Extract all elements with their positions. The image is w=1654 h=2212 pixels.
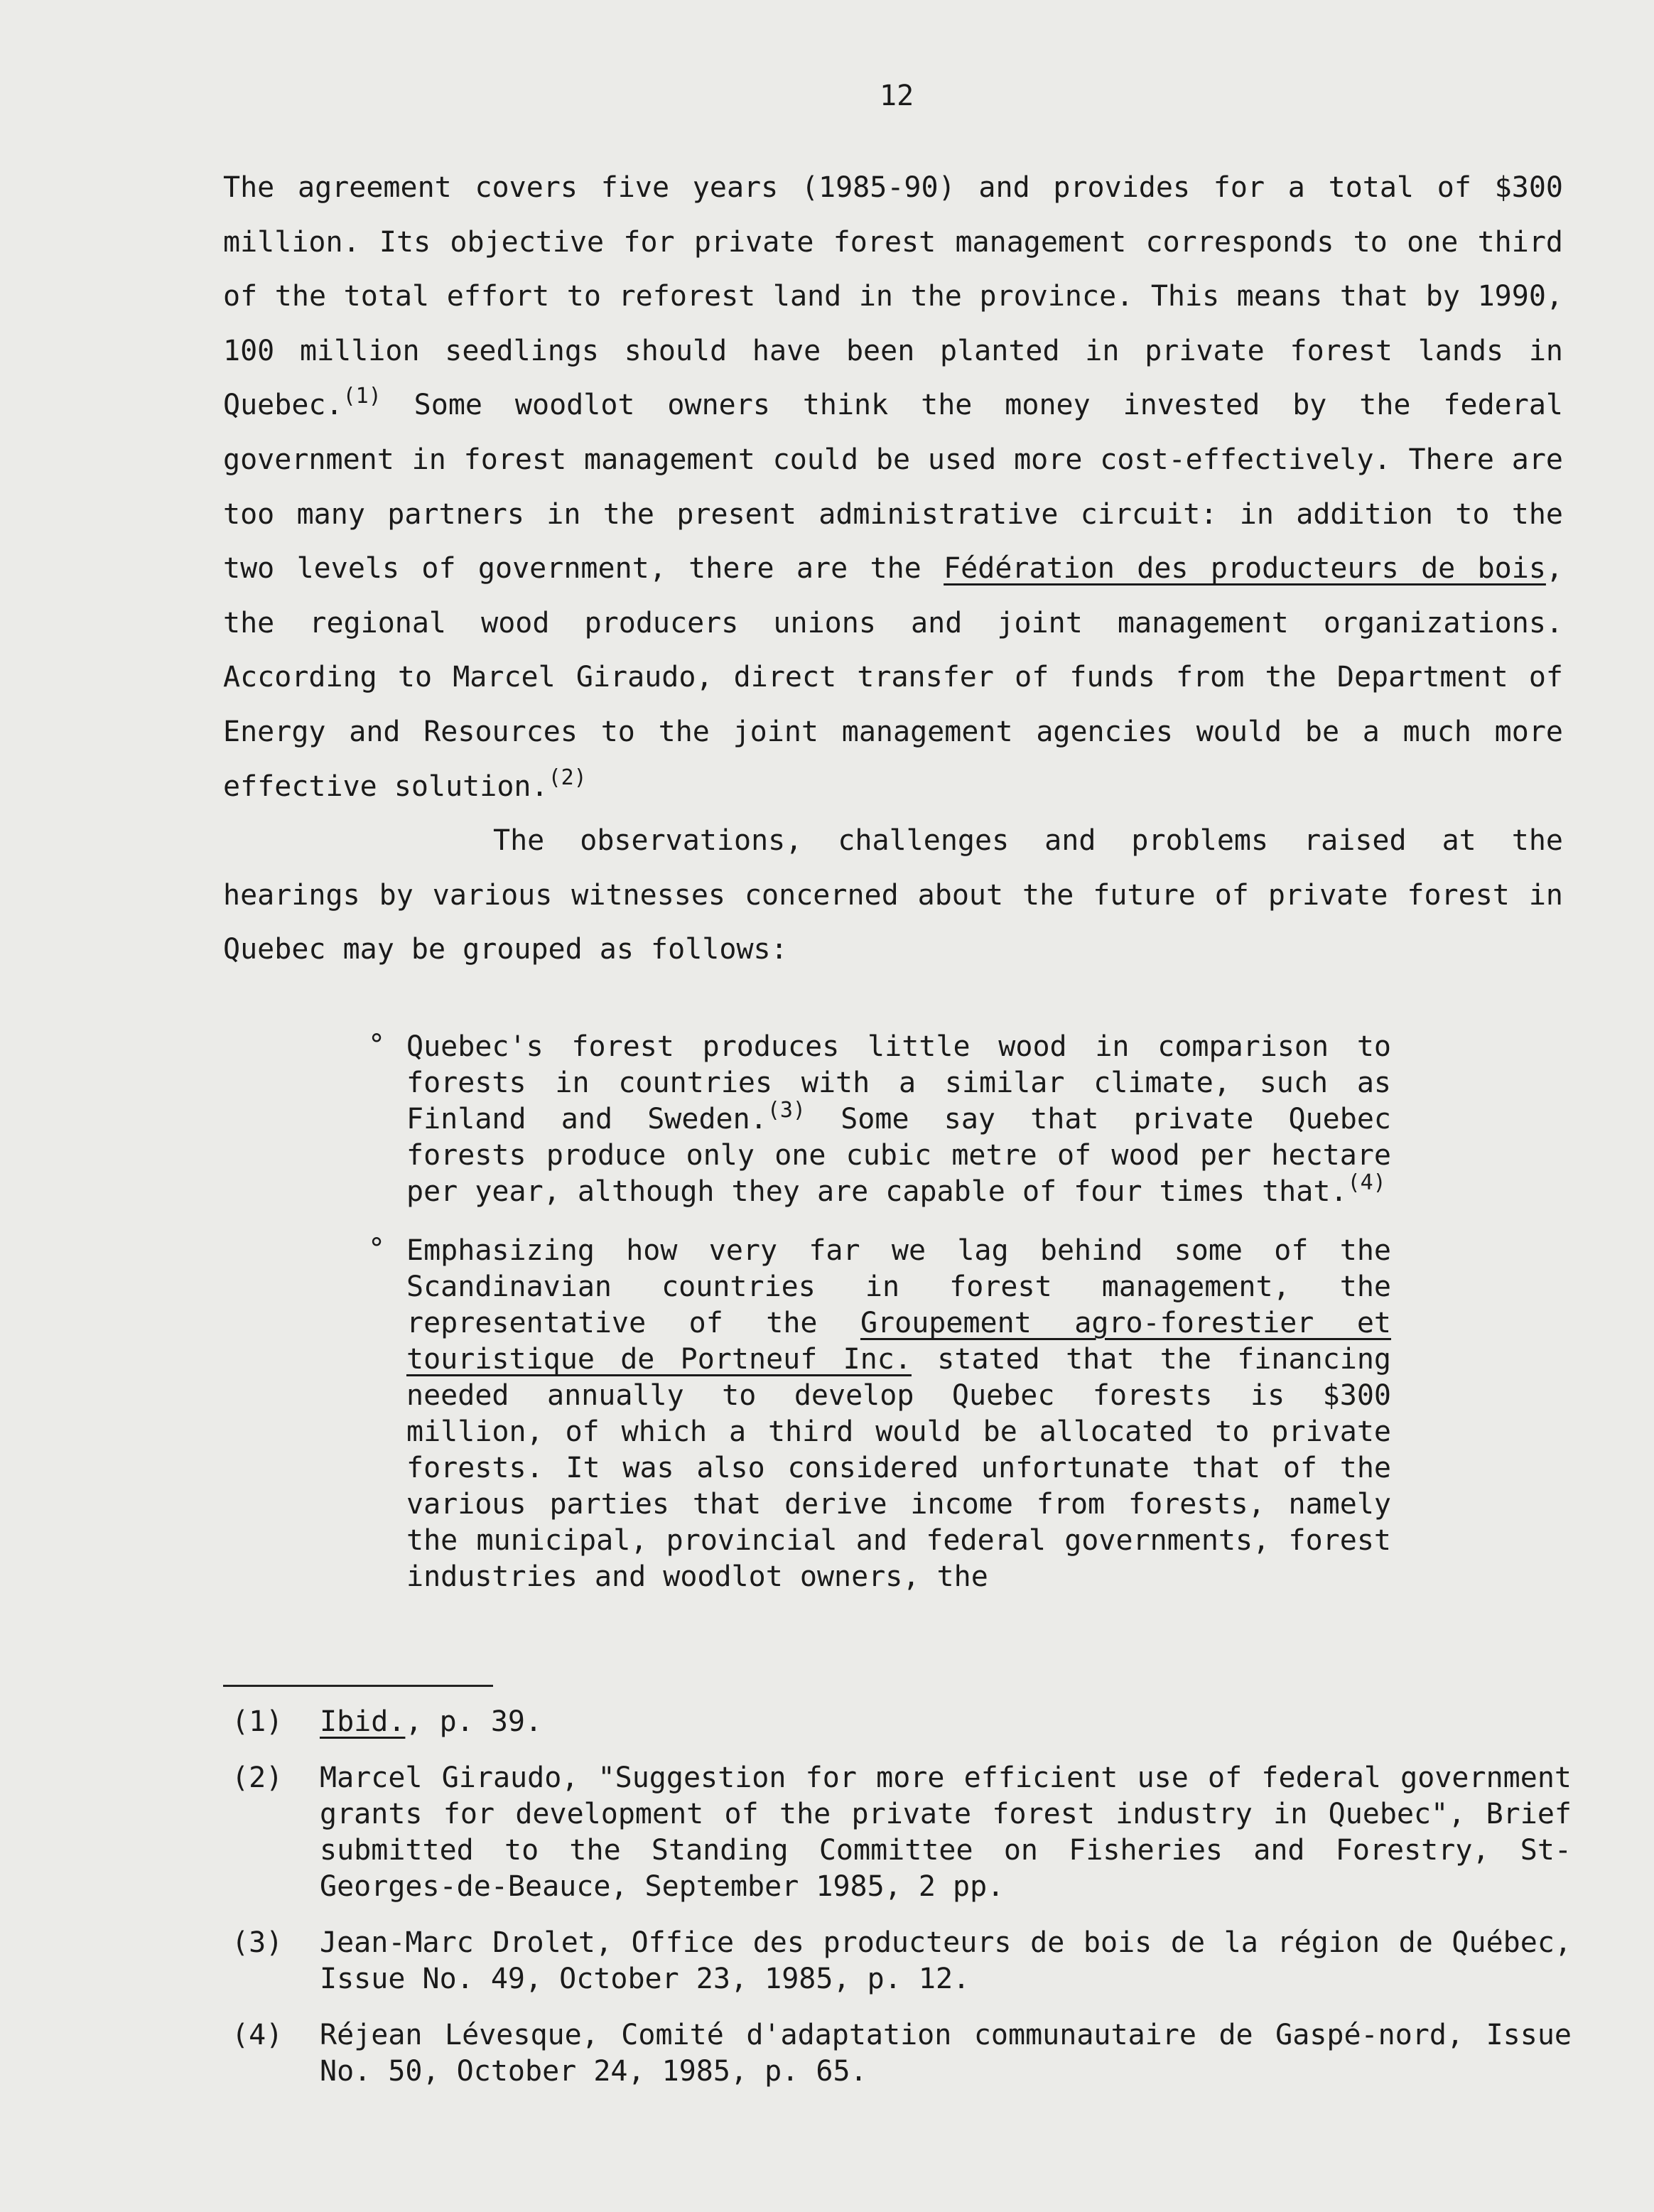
footnote-2 (232, 1760, 1572, 1905)
footnote-text: Marcel Giraudo, "Suggestion for more efficient use of federal government grants for development of the private forest industry in Quebec", Brief submitted to the Standing Committee on Fisheries and Forestry, St-Georges-de-Beauce, September 1985, 2 pp. (320, 1761, 1572, 1903)
bullet-text: Emphasizing how very far we lag behind some of the Scandinavian countries in forest management, the representative of the (406, 1234, 1391, 1339)
body-text (223, 161, 1563, 977)
bullet-text: Some say that private Quebec forests produce only one cubic metre of wood per hectare per year, although they are capable of four times that. (406, 1103, 1391, 1208)
paragraph-agreement (223, 161, 1563, 814)
footnote-text: Jean-Marc Drolet, Office des producteurs de bois de la région de Québec, Issue No. 49, October 23, 1985, p. 12. (320, 1926, 1572, 1995)
bullet-list (368, 1029, 1391, 1595)
footnote-ref-3: (3) (767, 1098, 806, 1123)
footnote-number: (1) (232, 1705, 283, 1738)
footnote-3 (232, 1925, 1572, 1997)
footnote-4 (232, 2017, 1572, 2090)
bullet-marker: ° (368, 1233, 386, 1266)
paragraph-text: Some woodlot owners think the money invested by the federal government in forest management could be used more cost-effectively. There are too many partners in the present administrative circuit: in addition to the two levels of government, there are the (223, 389, 1563, 586)
footnote-ibid: Ibid. (320, 1705, 406, 1738)
bullet-text: Quebec's forest produces little wood in comparison to forests in countries with a similar climate, such as Finland and Sweden. (406, 1030, 1391, 1135)
page-number: 12 (880, 80, 914, 112)
footnote-1 (232, 1704, 1572, 1740)
paragraph-text: The agreement covers five years (1985-90) and provides for a total of $300 million. Its objective for private forest management corresponds to one third of the total effort to reforest land in the province. This means that by 1990, 100 million seedlings should have been planted in private forest lands in Quebec. (223, 171, 1563, 422)
paragraph-observations: The observations, challenges and problems raised at the hearings by various witnesses concerned about the future of private forest in Quebec may be grouped as follows: (223, 824, 1563, 966)
footnote-divider (223, 1685, 493, 1687)
footnote-text: , p. 39. (405, 1705, 543, 1738)
federation-name: Fédération des producteurs de bois (944, 552, 1546, 586)
footnote-ref-2: (2) (548, 765, 587, 790)
footnote-ref-1: (1) (342, 384, 382, 409)
footnote-number: (3) (232, 1926, 283, 1959)
paragraph-text: , the regional wood producers unions and joint management organizations. According to Marcel Giraudo, direct transfer of funds from the Department of Energy and Resources to the joint management agencies would be a much more effective solution. (223, 552, 1564, 803)
groupement-name: Groupement agro-forestier et touristique de Portneuf Inc. (406, 1307, 1392, 1376)
footnote-number: (2) (232, 1761, 283, 1794)
bullet-text: stated that the financing needed annually to develop Quebec forests is $300 million, of which a third would be allocated to private forests. It was also considered unfortunate that of the various parties that derive income from forests, namely the municipal, provincial and federal governments, forest industries and woodlot owners, the (406, 1343, 1391, 1593)
footnote-number: (4) (232, 2019, 283, 2051)
bullet-item-financing (368, 1233, 1391, 1595)
bullet-item-forest-production (368, 1029, 1391, 1210)
footnotes (232, 1704, 1572, 2090)
footnote-ref-4: (4) (1347, 1170, 1386, 1195)
footnote-text: Réjean Lévesque, Comité d'adaptation communautaire de Gaspé-nord, Issue No. 50, October 24, 1985, p. 65. (320, 2019, 1572, 2088)
bullet-marker: ° (368, 1029, 386, 1062)
